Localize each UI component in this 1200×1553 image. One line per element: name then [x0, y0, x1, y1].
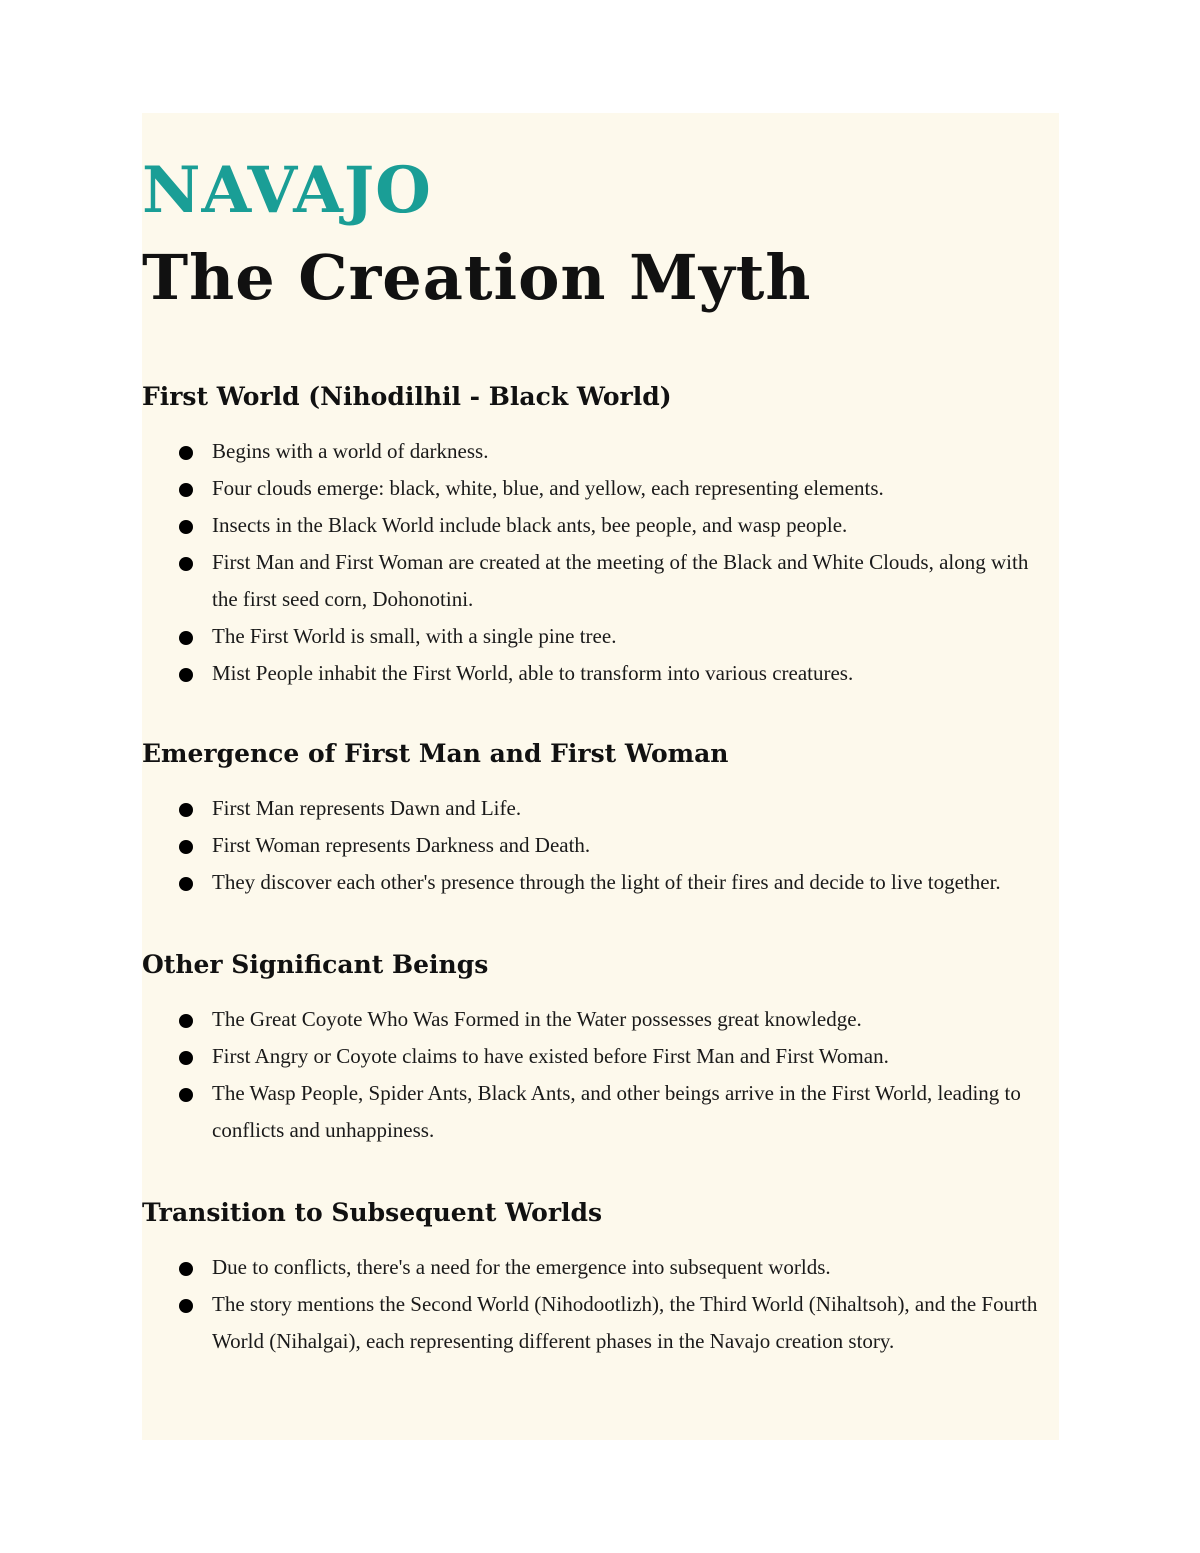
list-item — [142, 1286, 1052, 1360]
list-item-text: The Great Coyote Who Was Formed in the Water possesses great knowledge. — [212, 1007, 862, 1031]
list-item — [142, 433, 1052, 470]
list-item — [142, 790, 1052, 827]
bullet-icon — [179, 803, 193, 817]
bullet-icon — [179, 1088, 193, 1102]
section-heading: Emergence of First Man and First Woman — [142, 739, 729, 768]
bullet-icon — [179, 1262, 193, 1276]
bullet-list — [142, 1001, 1052, 1149]
bullet-icon — [179, 668, 193, 682]
page-title: The Creation Myth — [142, 241, 812, 314]
list-item — [142, 827, 1052, 864]
list-item-text: Four clouds emerge: black, white, blue, and yellow, each representing elements. — [212, 476, 884, 500]
bullet-icon — [179, 877, 193, 891]
list-item-text: Mist People inhabit the First World, able to transform into various creatures. — [212, 661, 854, 685]
list-item-text: Due to conflicts, there's a need for the emergence into subsequent worlds. — [212, 1255, 831, 1279]
brand-title: NAVAJO — [142, 153, 432, 228]
list-item — [142, 1001, 1052, 1038]
bullet-icon — [179, 840, 193, 854]
list-item-text: They discover each other's presence through the light of their fires and decide to live together. — [212, 870, 1001, 894]
bullet-list — [142, 790, 1052, 901]
section-heading: First World (Nihodilhil - Black World) — [142, 382, 672, 411]
bullet-icon — [179, 1014, 193, 1028]
bullet-icon — [179, 483, 193, 497]
bullet-icon — [179, 557, 193, 571]
section-emergence — [142, 738, 1052, 901]
bullet-list — [142, 1249, 1052, 1360]
section-heading: Transition to Subsequent Worlds — [142, 1198, 603, 1227]
bullet-icon — [179, 631, 193, 645]
section-first-world — [142, 381, 1052, 692]
list-item-text: Insects in the Black World include black ants, bee people, and wasp people. — [212, 513, 848, 537]
section-transition — [142, 1197, 1052, 1360]
list-item — [142, 618, 1052, 655]
list-item — [142, 544, 1052, 618]
list-item-text: The Wasp People, Spider Ants, Black Ants, and other beings arrive in the First World, leading to conflicts and unhappiness. — [212, 1081, 1021, 1142]
list-item-text: The story mentions the Second World (Nihodootlizh), the Third World (Nihaltsoh), and the Fourth World (Nihalgai), each representing different phases in the Navajo creation story. — [212, 1292, 1038, 1353]
document — [142, 113, 1052, 1360]
list-item-text: First Angry or Coyote claims to have existed before First Man and First Woman. — [212, 1044, 889, 1068]
list-item-text: First Woman represents Darkness and Death. — [212, 833, 591, 857]
list-item — [142, 507, 1052, 544]
list-item — [142, 864, 1052, 901]
bullet-icon — [179, 446, 193, 460]
bullet-icon — [179, 1051, 193, 1065]
bullet-icon — [179, 520, 193, 534]
list-item-text: First Man and First Woman are created at the meeting of the Black and White Clouds, along with the first seed corn, Dohonotini. — [212, 550, 1029, 611]
list-item-text: The First World is small, with a single pine tree. — [212, 624, 617, 648]
list-item — [142, 470, 1052, 507]
bullet-list — [142, 433, 1052, 692]
list-item — [142, 1249, 1052, 1286]
list-item — [142, 1038, 1052, 1075]
section-heading: Other Significant Beings — [142, 950, 489, 979]
list-item — [142, 1075, 1052, 1149]
list-item-text: Begins with a world of darkness. — [212, 439, 489, 463]
list-item — [142, 655, 1052, 692]
list-item-text: First Man represents Dawn and Life. — [212, 796, 522, 820]
section-other-beings — [142, 949, 1052, 1149]
bullet-icon — [179, 1299, 193, 1313]
